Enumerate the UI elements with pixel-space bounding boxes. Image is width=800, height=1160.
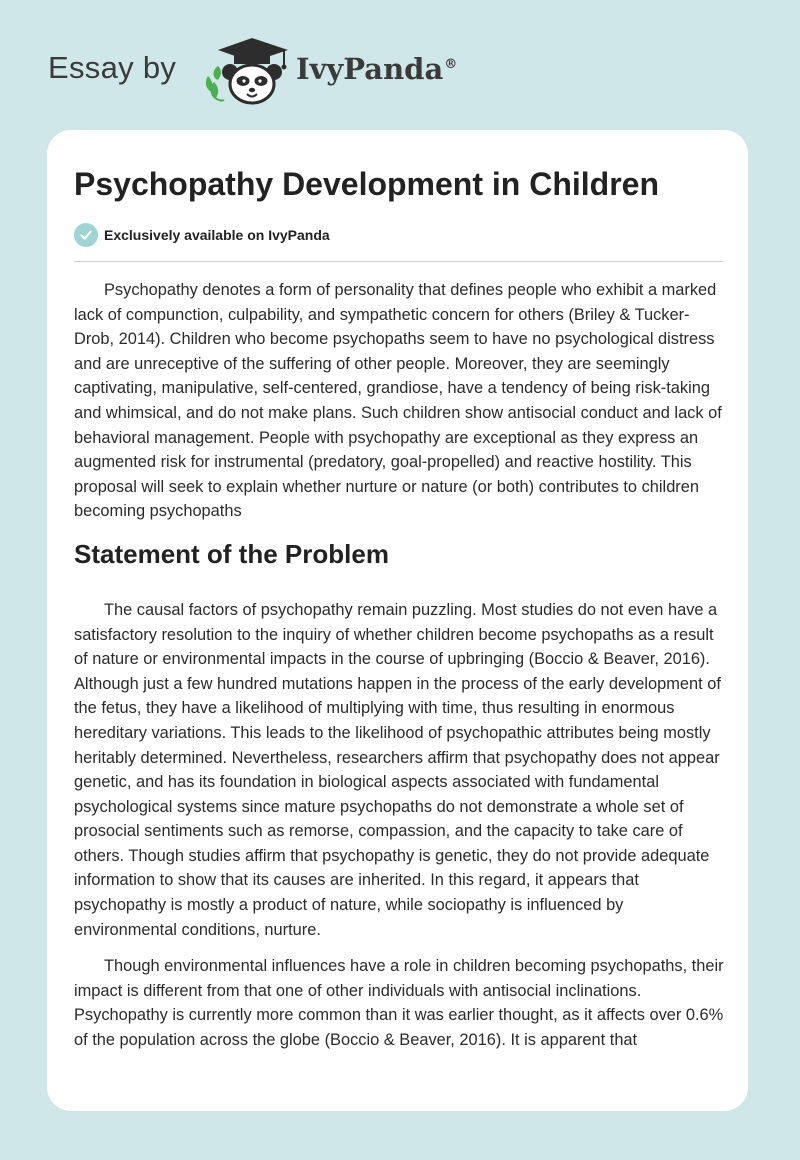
essay-body (74, 278, 726, 1065)
section-heading: Statement of the Problem (74, 538, 389, 569)
essay-card (47, 130, 748, 1111)
panda-graduate-icon (200, 36, 292, 108)
paragraph: Psychopathy denotes a form of personality that defines people who exhibit a marked lack of compunction, culpability, and sympathetic concern for others (Briley & Tucker-Drob, 2014). Children who become psychopaths seem to have no psychological distress and are unreceptive of the suffering of other people. Moreover, they are seemingly captivating, manipulative, self-centered, grandiose, have a tendency of being risk-taking and whimsical, and do not make plans. Such children show antisocial conduct and lack of behavioral management. People with psychopathy are exceptional as they express an augmented risk for instrumental (predatory, goal-propelled) and reactive hostility. This proposal will seek to explain whether nurture or nature (or both) contributes to children becoming psychopaths (74, 281, 722, 521)
brand-name: IvyPanda® (296, 52, 458, 86)
paragraph: Though environmental influences have a role in children becoming psychopaths, their impact is different from that one of other individuals with antisocial inclinations. Psychopathy is currently more common than it was earlier thought, as it affects over 0.6% of the population across the globe (Boccio & Beaver, 2016). It is apparent that (74, 957, 724, 1050)
page-title: Psychopathy Development in Children (74, 166, 659, 202)
check-circle-icon (74, 223, 98, 247)
essay-by-label: Essay by (48, 50, 177, 85)
site-header (0, 0, 800, 130)
registered-mark: ® (444, 57, 458, 73)
divider (74, 261, 723, 262)
badge-text: Exclusively available on IvyPanda (104, 227, 330, 243)
paragraph: The causal factors of psychopathy remain puzzling. Most studies do not even have a satisfactory resolution to the inquiry of whether children become psychopaths as a result of nature or environmental impacts in the course of upbringing (Boccio & Beaver, 2016). Although just a few hundred mutations happen in the process of the early development of the fetus, they have a likelihood of multiplying with time, thus resulting in enormous hereditary variations. This leads to the likelihood of psychopathic attributes being mostly heritably determined. Nevertheless, researchers affirm that psychopathy does not appear genetic, and has its foundation in biological aspects associated with fundamental psychological systems since mature psychopaths do not demonstrate a whole set of prosocial sentiments such as remorse, compassion, and the capacity to take care of others. Though studies affirm that psychopathy is genetic, they do not provide adequate information to show that its causes are inherited. In this regard, it appears that psychopathy is mostly a product of nature, while sociopathy is influenced by environmental conditions, nurture. (74, 600, 721, 939)
exclusive-badge (74, 222, 330, 248)
